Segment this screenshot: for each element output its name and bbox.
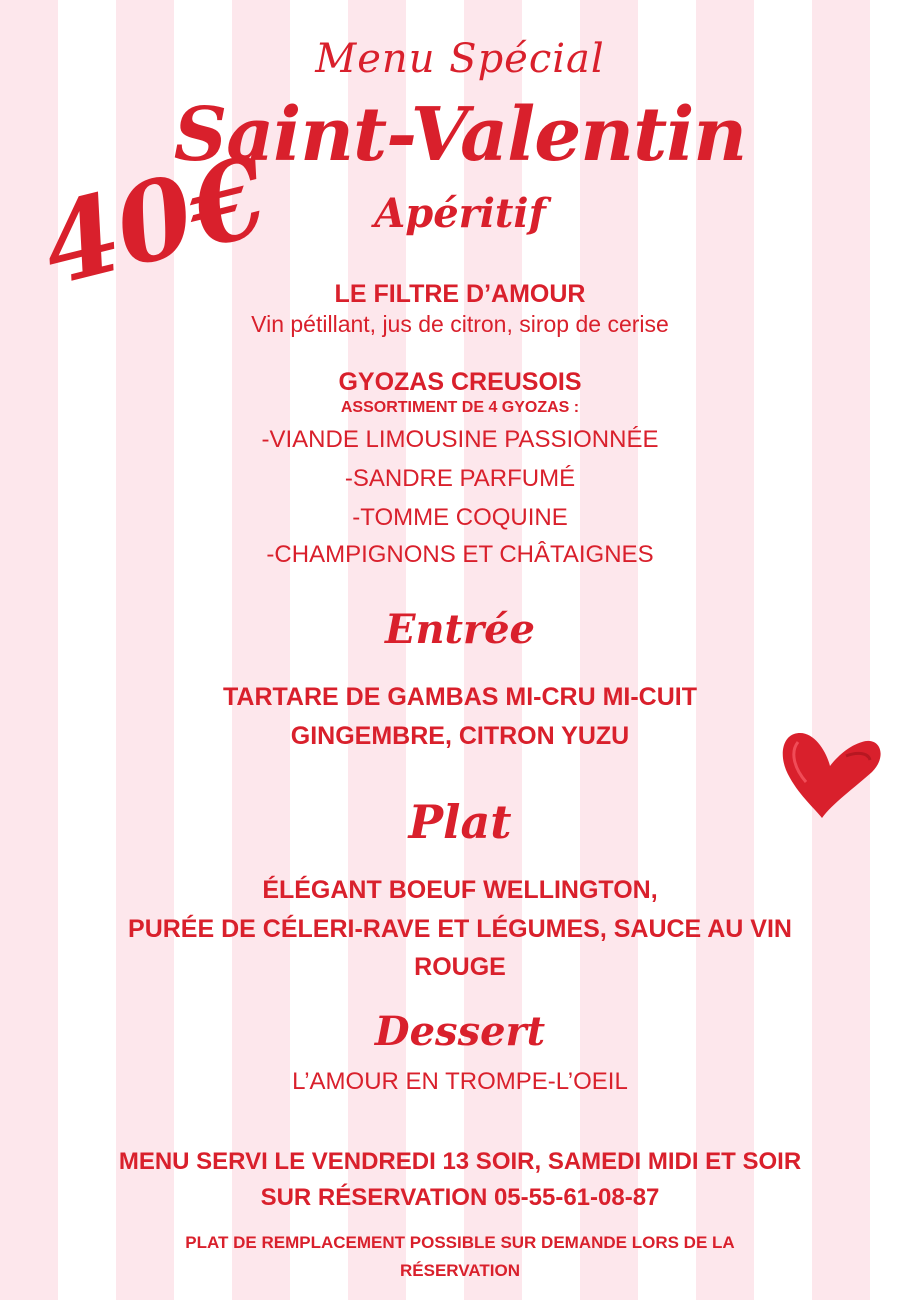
plat-line: PURÉE DE CÉLERI-RAVE ET LÉGUMES, SAUCE AU VIN xyxy=(128,915,792,943)
service-info: MENU SERVI LE VENDREDI 13 SOIR, SAMEDI MIDI ET SOIR xyxy=(118,1148,802,1175)
drink-name: LE FILTRE D’AMOUR xyxy=(334,280,586,308)
section-heading-plat: Plat xyxy=(408,795,512,849)
section-heading-aperitif: Apéritif xyxy=(374,190,546,237)
replacement-note: PLAT DE REMPLACEMENT POSSIBLE SUR DEMANDE LORS DE LA xyxy=(185,1233,735,1252)
replacement-note: RÉSERVATION xyxy=(400,1261,520,1280)
entree-line: GINGEMBRE, CITRON YUZU xyxy=(290,722,630,750)
dessert-line: L’AMOUR EN TROMPE-L’OEIL xyxy=(292,1068,628,1095)
gyozas-item: -VIANDE LIMOUSINE PASSIONNÉE xyxy=(261,426,659,453)
gyozas-item: -CHAMPIGNONS ET CHÂTAIGNES xyxy=(266,541,654,568)
menu-title: Saint-Valentin xyxy=(173,92,747,178)
menu-subtitle: Menu Spécial xyxy=(315,36,605,82)
gyozas-name: GYOZAS CREUSOIS xyxy=(338,368,582,396)
gyozas-item: -SANDRE PARFUMÉ xyxy=(344,465,576,492)
heart-icon xyxy=(776,722,886,822)
reservation-info: SUR RÉSERVATION 05-55-61-08-87 xyxy=(260,1184,660,1211)
price-label: 40€ xyxy=(30,133,280,311)
gyozas-item: -TOMME COQUINE xyxy=(352,504,568,531)
section-heading-dessert: Dessert xyxy=(374,1008,546,1055)
entree-line: TARTARE DE GAMBAS MI-CRU MI-CUIT xyxy=(222,683,698,711)
drink-description: Vin pétillant, jus de citron, sirop de cerise xyxy=(251,311,669,337)
plat-line: ÉLÉGANT BOEUF WELLINGTON, xyxy=(262,876,658,904)
plat-line: ROUGE xyxy=(414,953,506,981)
gyozas-subtitle: ASSORTIMENT DE 4 GYOZAS : xyxy=(340,399,580,416)
section-heading-entree: Entrée xyxy=(384,606,536,653)
